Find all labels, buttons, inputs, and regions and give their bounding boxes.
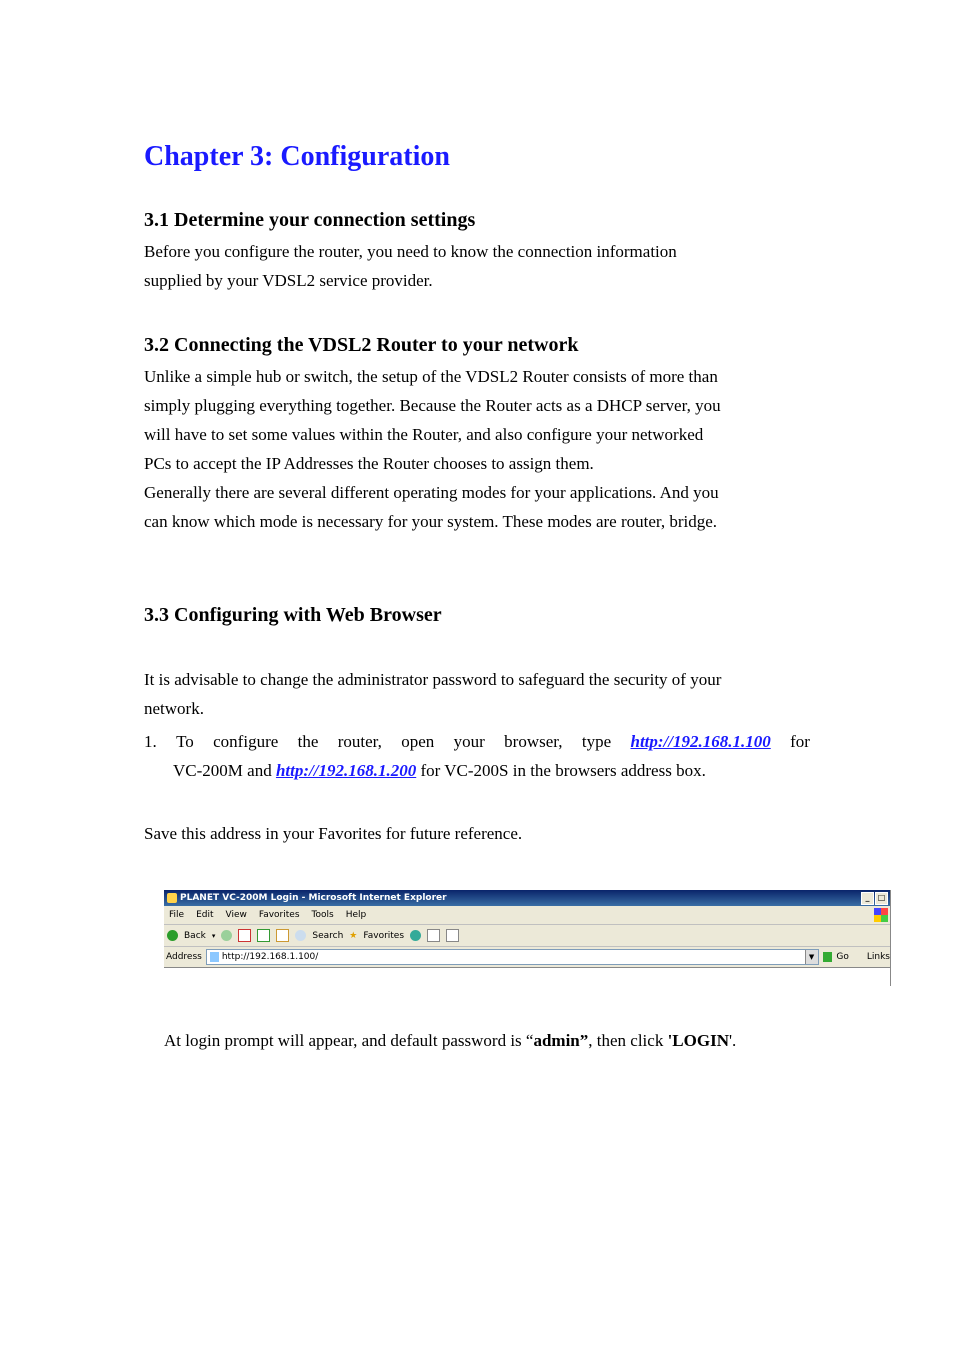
browser-title: PLANET VC-200M Login - Microsoft Internet Explorer (180, 893, 447, 903)
step-number: 1. (144, 732, 157, 751)
step-1-line-1 (144, 727, 810, 756)
chevron-down-icon[interactable]: ▾ (211, 931, 216, 940)
vc200m-url-link[interactable]: http://192.168.1.100 (630, 732, 771, 751)
address-label: Address (166, 952, 202, 962)
step-word: type (581, 732, 612, 751)
text-line: Generally there are several different operating modes for your applications. And you (144, 483, 719, 502)
print-icon[interactable] (446, 929, 459, 942)
links-button[interactable]: Links (866, 952, 890, 962)
window-controls (861, 892, 888, 905)
menu-favorites[interactable]: Favorites (258, 910, 300, 920)
step-word: configure (213, 732, 279, 751)
section-3-2-heading: 3.2 Connecting the VDSL2 Router to your network (144, 334, 579, 356)
step-text: for VC-200S in the browsers address box. (416, 761, 706, 780)
mail-icon[interactable] (427, 929, 440, 942)
favorites-button[interactable]: Favorites (363, 930, 405, 941)
browser-screenshot (164, 890, 891, 986)
menu-view[interactable]: View (225, 910, 247, 920)
step-word: your (453, 732, 485, 751)
text-line: Unlike a simple hub or switch, the setup of the VDSL2 Router consists of more than (144, 367, 718, 386)
step-word: for (790, 732, 810, 751)
browser-menu-bar (164, 906, 890, 925)
address-bar (164, 947, 890, 967)
text-line: It is advisable to change the administrator password to safeguard the security of your (144, 670, 722, 689)
go-arrow-icon[interactable] (823, 952, 833, 962)
step-word: browser, (504, 732, 563, 751)
login-button-label: 'LOGIN (667, 1031, 729, 1050)
menu-tools[interactable]: Tools (311, 910, 334, 920)
step-1-line-2 (173, 756, 839, 785)
vc200s-url-link[interactable]: http://192.168.1.200 (275, 761, 417, 780)
search-button[interactable]: Search (312, 930, 344, 941)
search-icon[interactable] (295, 930, 306, 941)
star-icon[interactable]: ★ (349, 930, 358, 941)
browser-title-bar (164, 890, 890, 906)
step-word: To (176, 732, 194, 751)
minimize-icon[interactable]: _ (861, 892, 874, 905)
section-3-3-heading: 3.3 Configuring with Web Browser (144, 604, 442, 626)
section-3-2-text (144, 362, 812, 536)
maximize-icon[interactable]: □ (875, 892, 888, 905)
login-text: , then click (588, 1031, 668, 1050)
default-password: admin” (533, 1031, 589, 1050)
text-line: network. (144, 699, 204, 718)
home-icon[interactable] (276, 929, 289, 942)
text-line: PCs to accept the IP Addresses the Router chooses to assign them. (144, 454, 594, 473)
step-word: open (401, 732, 435, 751)
text-line: will have to set some values within the Router, and also configure your networked (144, 425, 704, 444)
windows-logo-icon (874, 908, 888, 922)
text-line: Before you configure the router, you need to know the connection information (144, 242, 677, 261)
text-line: Save this address in your Favorites for future reference. (144, 824, 523, 843)
section-3-1-heading: 3.1 Determine your connection settings (144, 209, 476, 231)
section-3-1-text (144, 237, 812, 295)
stop-icon[interactable] (238, 929, 251, 942)
chapter-title: Chapter 3: Configuration (144, 141, 450, 172)
back-arrow-icon[interactable] (167, 930, 178, 941)
save-note (144, 819, 812, 848)
address-value: http://192.168.1.100/ (221, 952, 319, 962)
menu-edit[interactable]: Edit (196, 910, 214, 920)
address-input[interactable] (206, 949, 819, 965)
menu-help[interactable]: Help (345, 910, 367, 920)
back-button[interactable]: Back (184, 930, 206, 941)
chevron-down-icon[interactable]: ▼ (805, 950, 818, 964)
go-button[interactable]: Go (836, 952, 849, 962)
login-text: At login prompt will appear, and default password is “ (164, 1031, 534, 1050)
step-text: VC-200M and (173, 761, 276, 780)
step-word: router, (337, 732, 382, 751)
step-word: the (297, 732, 319, 751)
section-3-3-intro (144, 665, 812, 723)
menu-file[interactable]: File (169, 910, 185, 920)
text-line: simply plugging everything together. Because the Router acts as a DHCP server, you (144, 396, 721, 415)
refresh-icon[interactable] (257, 929, 270, 942)
login-note (164, 1026, 736, 1055)
login-text: '. (728, 1031, 737, 1050)
text-line: supplied by your VDSL2 service provider. (144, 271, 433, 290)
ie-icon (167, 893, 177, 903)
browser-content-area (164, 967, 890, 986)
history-icon[interactable] (410, 930, 421, 941)
forward-arrow-icon[interactable] (221, 930, 232, 941)
browser-toolbar (164, 925, 890, 947)
text-line: can know which mode is necessary for your system. These modes are router, bridge. (144, 512, 718, 531)
page-icon (210, 952, 219, 962)
